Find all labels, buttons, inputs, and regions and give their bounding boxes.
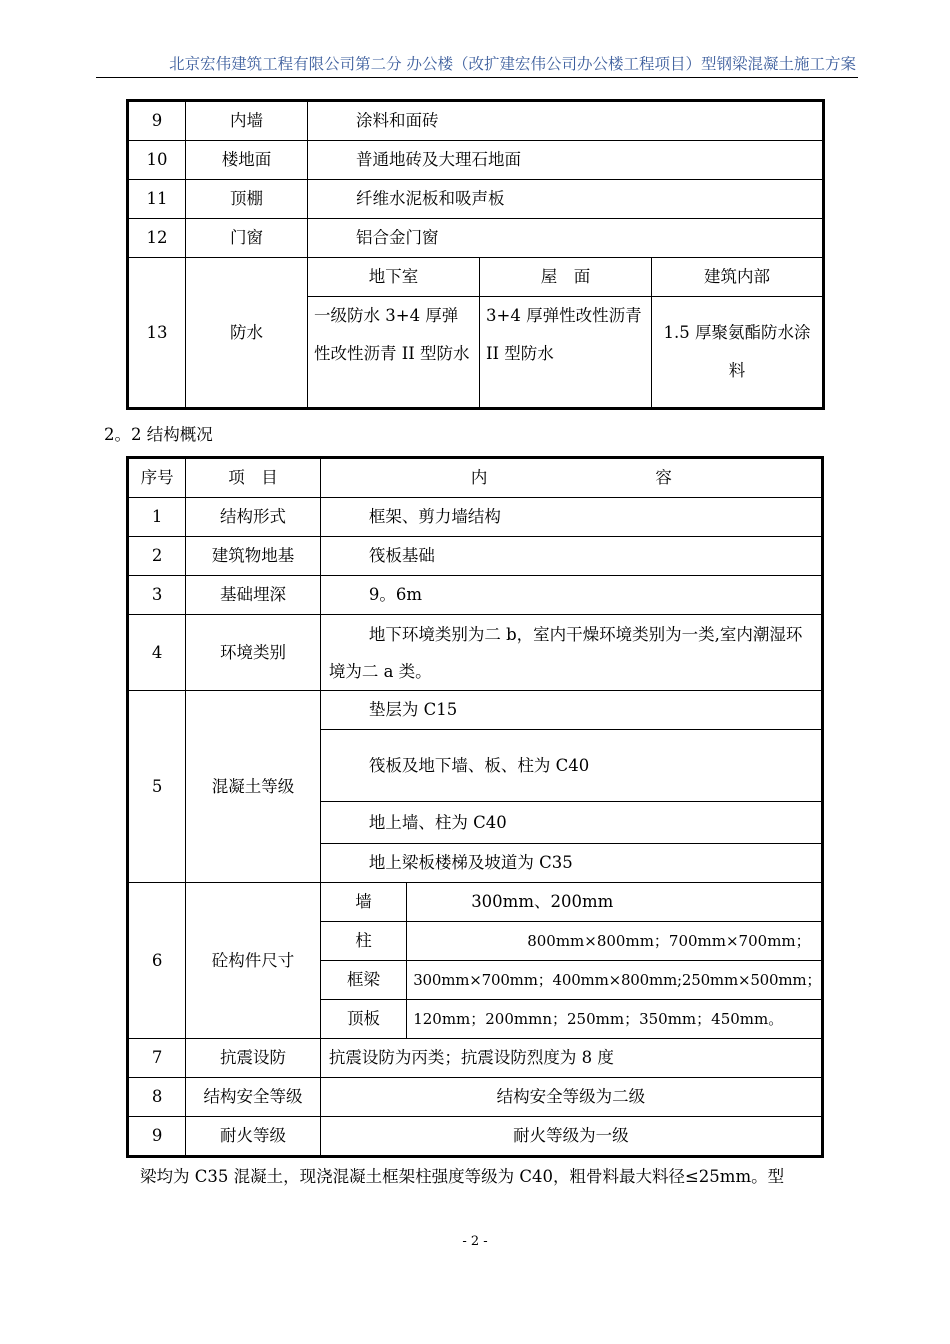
table-row bbox=[128, 576, 823, 615]
table-row bbox=[128, 219, 824, 258]
concrete-grade-line: 筏板及地下墙、板、柱为 C40 bbox=[320, 730, 822, 802]
structure-table bbox=[126, 456, 824, 1158]
member-part: 墙 bbox=[320, 883, 406, 922]
row-item: 耐火等级 bbox=[186, 1117, 321, 1157]
table-row bbox=[128, 1039, 823, 1078]
header-rule bbox=[96, 77, 858, 78]
row-item: 顶棚 bbox=[186, 180, 308, 219]
waterproof-roof: 3+4 厚弹性改性沥青 II 型防水 bbox=[480, 297, 652, 409]
row-content: 筏板基础 bbox=[320, 537, 822, 576]
header-number: 序号 bbox=[128, 458, 186, 498]
header-content-left: 内 bbox=[470, 468, 488, 487]
table-row bbox=[128, 691, 823, 730]
row-number: 8 bbox=[128, 1078, 186, 1117]
table-row bbox=[128, 258, 824, 297]
row-number: 9 bbox=[128, 101, 186, 141]
waterproof-interior: 1.5 厚聚氨酯防水涂料 bbox=[652, 297, 824, 409]
row-content: 铝合金门窗 bbox=[308, 219, 824, 258]
table-row bbox=[128, 615, 823, 691]
table-row bbox=[128, 1117, 823, 1157]
row-number: 3 bbox=[128, 576, 186, 615]
row-number: 11 bbox=[128, 180, 186, 219]
row-content: 纤维水泥板和吸声板 bbox=[308, 180, 824, 219]
row-number: 2 bbox=[128, 537, 186, 576]
member-part: 柱 bbox=[320, 922, 406, 961]
table-row bbox=[128, 883, 823, 922]
row-item: 抗震设防 bbox=[186, 1039, 321, 1078]
row-content: 耐火等级为一级 bbox=[320, 1117, 822, 1157]
row-number: 10 bbox=[128, 141, 186, 180]
table-row bbox=[128, 537, 823, 576]
table-header-row bbox=[128, 458, 823, 498]
row-item: 建筑物地基 bbox=[186, 537, 321, 576]
section-title: 2。2 结构概况 bbox=[104, 425, 213, 444]
member-size: 300mm×700mm；400mm×800mm;250mm×500mm； bbox=[407, 961, 823, 1000]
row-item: 混凝土等级 bbox=[186, 691, 321, 883]
member-size: 120mm；200mmn；250mm；350mm；450mm。 bbox=[407, 1000, 823, 1039]
table-row bbox=[128, 101, 824, 141]
row-content: 框架、剪力墙结构 bbox=[320, 498, 822, 537]
row-content: 普通地砖及大理石地面 bbox=[308, 141, 824, 180]
row-item: 门窗 bbox=[186, 219, 308, 258]
row-number: 5 bbox=[128, 691, 186, 883]
row-number: 7 bbox=[128, 1039, 186, 1078]
member-part: 顶板 bbox=[320, 1000, 406, 1039]
row-content: 结构安全等级为二级 bbox=[320, 1078, 822, 1117]
page-header: 北京宏伟建筑工程有限公司第二分 办公楼（改扩建宏伟公司办公楼工程项目）型钢梁混凝土施工方案 bbox=[169, 55, 856, 73]
row-number: 12 bbox=[128, 219, 186, 258]
table-row bbox=[128, 498, 823, 537]
member-size: 300mm、200mm bbox=[407, 883, 823, 922]
row-content: 抗震设防为丙类；抗震设防烈度为 8 度 bbox=[320, 1039, 822, 1078]
header-content bbox=[320, 458, 822, 498]
header-content-right: 容 bbox=[655, 468, 672, 487]
header-item: 项 目 bbox=[186, 458, 321, 498]
concrete-grade-line: 地上梁板楼梯及坡道为 C35 bbox=[320, 844, 822, 883]
row-item: 结构安全等级 bbox=[186, 1078, 321, 1117]
waterproof-basement: 一级防水 3+4 厚弹性改性沥青 II 型防水 bbox=[308, 297, 480, 409]
row-item: 基础埋深 bbox=[186, 576, 321, 615]
table-row bbox=[128, 141, 824, 180]
concrete-grade-line: 地上墙、柱为 C40 bbox=[320, 802, 822, 844]
table-row bbox=[128, 180, 824, 219]
body-paragraph: 梁均为 C35 混凝土，现浇混凝土框架柱强度等级为 C40，粗骨料最大料径≤25mm。型 bbox=[140, 1167, 785, 1186]
row-item: 环境类别 bbox=[186, 615, 321, 691]
row-number: 4 bbox=[128, 615, 186, 691]
row-number: 6 bbox=[128, 883, 186, 1039]
row-number: 13 bbox=[128, 258, 186, 409]
row-number: 1 bbox=[128, 498, 186, 537]
row-number: 9 bbox=[128, 1117, 186, 1157]
row-item: 内墙 bbox=[186, 101, 308, 141]
row-item: 结构形式 bbox=[186, 498, 321, 537]
row-item: 楼地面 bbox=[186, 141, 308, 180]
waterproof-header-basement: 地下室 bbox=[308, 258, 480, 297]
member-part: 框梁 bbox=[320, 961, 406, 1000]
row-content: 地下环境类别为二 b，室内干燥环境类别为一类,室内潮湿环境为二 a 类。 bbox=[320, 615, 822, 691]
waterproof-header-roof: 屋 面 bbox=[480, 258, 652, 297]
row-item: 砼构件尺寸 bbox=[186, 883, 321, 1039]
finishes-table bbox=[126, 99, 825, 410]
waterproof-header-interior: 建筑内部 bbox=[652, 258, 824, 297]
row-item: 防水 bbox=[186, 258, 308, 409]
member-size: 800mm×800mm；700mm×700mm； bbox=[407, 922, 823, 961]
concrete-grade-line: 垫层为 C15 bbox=[320, 691, 822, 730]
row-content: 9。6m bbox=[320, 576, 822, 615]
row-content: 涂料和面砖 bbox=[308, 101, 824, 141]
page-number: - 2 - bbox=[462, 1234, 488, 1249]
table-row bbox=[128, 1078, 823, 1117]
